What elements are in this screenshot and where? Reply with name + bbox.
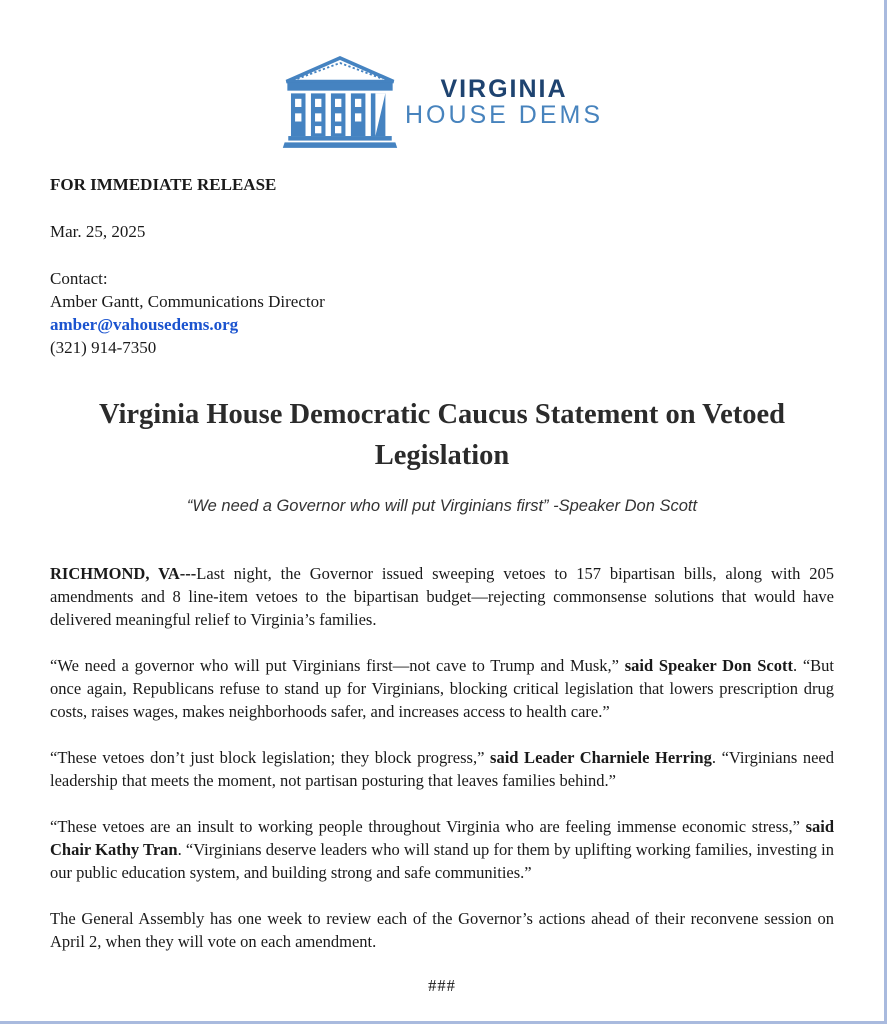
capitol-building-icon — [281, 52, 399, 152]
logo-virginia-text: VIRGINIA — [440, 75, 568, 103]
contact-email-link[interactable]: amber@vahousedems.org — [50, 315, 239, 334]
body-paragraph: “These vetoes are an insult to working people throughout Virginia who are feeling immense economic stress,” said Chair Kathy Tran. “Virginians deserve leaders who will stand up for them by uplifting working families, investing in our public education system, and building strong and safe communities.” — [50, 817, 834, 882]
body-paragraph: “We need a governor who will put Virginians first—not cave to Trump and Musk,” said Speaker Don Scott. “But once again, Republicans refuse to stand up for Virginians, blocking critical legislation that lowers prescription drug costs, raises wages, makes neighborhoods safer, and increases access to health care.” — [50, 656, 834, 721]
body-paragraph: RICHMOND, VA---Last night, the Governor issued sweeping vetoes to 157 bipartisan bills, along with 205 amendments and 8 line-item vetoes to the bipartisan budget—rejecting commonsense solutions that would have delivered meaningful relief to Virginia’s families. — [50, 564, 835, 629]
body-paragraph: The General Assembly has one week to review each of the Governor’s actions ahead of their reconvene session on April 2, when they will vote on each amendment. — [50, 909, 834, 951]
contact-phone: (321) 914-7350 — [50, 338, 157, 357]
release-date: Mar. 25, 2025 — [50, 222, 146, 241]
body-copy — [50, 562, 834, 953]
body-paragraph: “These vetoes don’t just block legislation; they block progress,” said Leader Charniele Herring. “Virginians need leadership that meets the moment, not partisan posturing that leaves families behind.” — [50, 748, 835, 790]
logo — [50, 52, 834, 152]
release-label: FOR IMMEDIATE RELEASE — [50, 175, 277, 194]
logo-house-dems-text: HOUSE DEMS — [404, 101, 604, 129]
logo-wordmark — [405, 76, 603, 128]
contact-label: Contact: — [50, 269, 108, 288]
page-title: Virginia House Democratic Caucus Statement on Vetoed Legislation — [98, 399, 786, 471]
contact-block — [50, 267, 834, 359]
release-header — [50, 173, 834, 359]
end-mark: ### — [428, 976, 456, 995]
contact-name: Amber Gantt, Communications Director — [50, 292, 325, 311]
headline-subtitle: “We need a Governor who will put Virginians first” -Speaker Don Scott — [186, 497, 698, 515]
